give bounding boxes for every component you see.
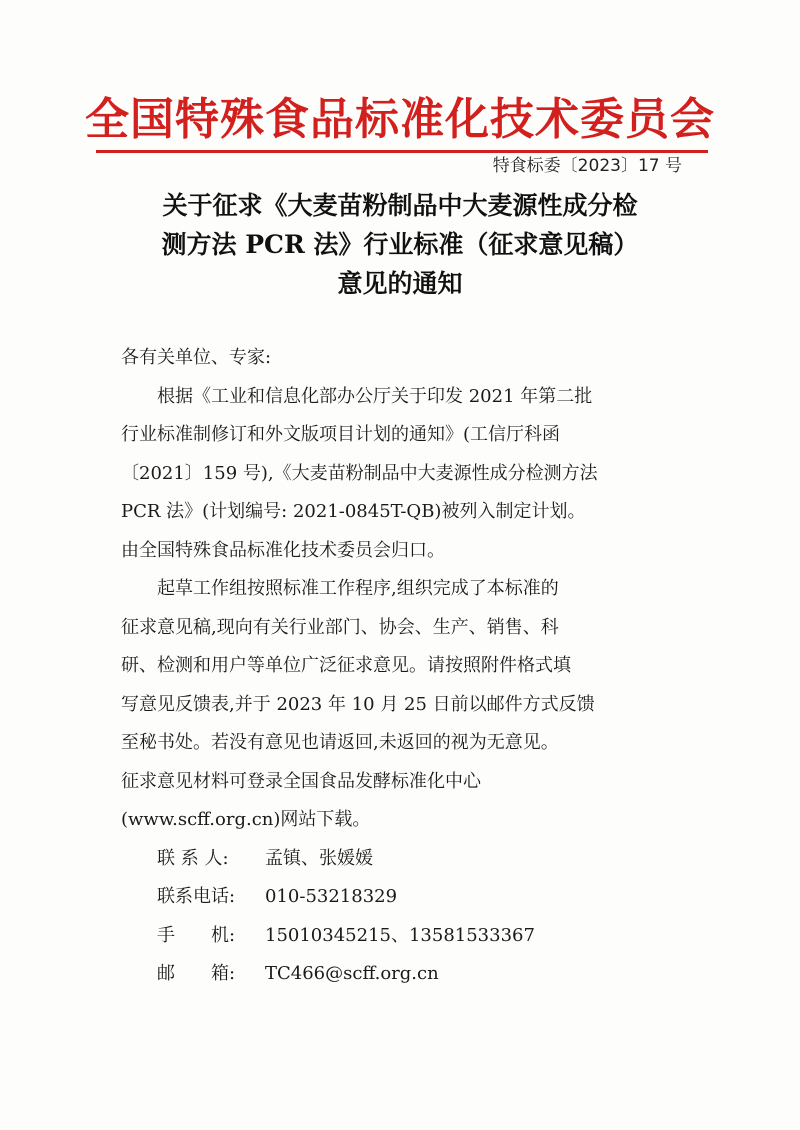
contact-mobile-row	[121, 917, 681, 956]
contact-value: 15010345215、13581533367	[265, 924, 535, 946]
paragraph-1-line: 由全国特殊食品标准化技术委员会归口。	[121, 539, 445, 561]
contact-person-row	[121, 840, 681, 879]
notice-title	[80, 186, 720, 303]
contact-value: 孟镇、张媛媛	[265, 847, 373, 869]
paragraph-1-line: 行业标准制修订和外文版项目计划的通知》(工信厅科函	[121, 424, 561, 445]
paragraph-1-line: 〔2021〕159 号),《大麦苗粉制品中大麦源性成分检测方法	[121, 462, 598, 484]
paragraph-2-line: 征求意见稿,现向有关行业部门、协会、生产、销售、科	[121, 616, 559, 638]
notice-title-line: 测方法 PCR 法》行业标准（征求意见稿）	[161, 230, 639, 259]
contact-value: 010-53218329	[265, 886, 398, 907]
notice-title-line: 关于征求《大麦苗粉制品中大麦源性成分检	[162, 191, 638, 220]
notice-body	[121, 339, 681, 994]
paragraph-2-line: 研、检测和用户等单位广泛征求意见。请按照附件格式填	[121, 655, 571, 676]
contact-label: 手 机:	[157, 924, 236, 946]
paragraph-1-line: 根据《工业和信息化部办公厅关于印发 2021 年第二批	[157, 385, 593, 407]
contact-phone-row	[121, 878, 681, 917]
organization-letterhead: 全国特殊食品标准化技术委员会	[85, 94, 715, 145]
contact-value: TC466@scff.org.cn	[265, 963, 439, 984]
contact-label: 邮 箱:	[157, 963, 236, 984]
paragraph-2-line: 至秘书处。若没有意见也请返回,未返回的视为无意见。	[121, 732, 559, 753]
paragraph-1-line: PCR 法》(计划编号: 2021-0845T-QB)被列入制定计划。	[121, 501, 586, 522]
salutation: 各有关单位、专家:	[121, 347, 272, 368]
contact-label: 联系电话:	[157, 886, 236, 907]
notice-title-line: 意见的通知	[337, 269, 463, 298]
paragraph-2-line: 起草工作组按照标准工作程序,组织完成了本标准的	[157, 578, 559, 599]
contact-email-row	[121, 955, 681, 994]
paragraph-2-line: (www.scff.org.cn)网站下载。	[121, 809, 371, 830]
paragraph-2-line: 写意见反馈表,并于 2023 年 10 月 25 日前以邮件方式反馈	[121, 693, 595, 715]
paragraph-2-line: 征求意见材料可登录全国食品发酵标准化中心	[121, 770, 481, 792]
document-number: 特食标委〔2023〕17 号	[492, 156, 682, 176]
contact-label: 联 系 人:	[157, 847, 229, 869]
letterhead-red-rule	[96, 150, 708, 153]
